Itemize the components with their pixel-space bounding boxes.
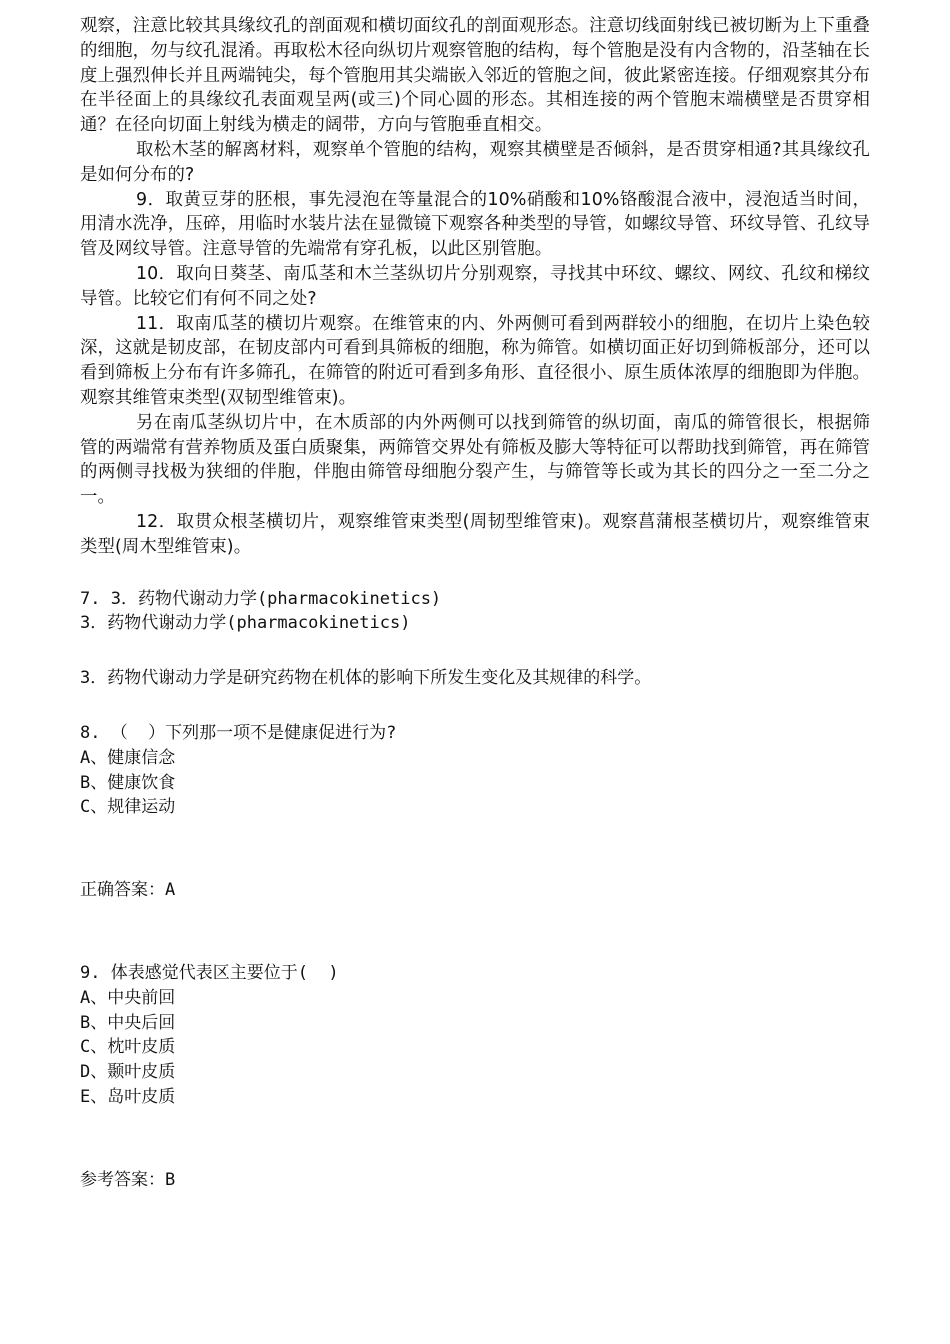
question-9-option-b: B、中央后回 <box>80 1012 176 1033</box>
question-9-option-d: D、颞叶皮质 <box>80 1062 176 1083</box>
question-8-option-a: A、健康信念 <box>80 747 176 768</box>
question-9-option-e: E、岛叶皮质 <box>80 1086 176 1107</box>
question-8-text: 8. （ ）下列那一项不是健康促进行为? <box>80 722 397 743</box>
paragraph-step-9: 9．取黄豆芽的胚根，事先浸泡在等量混合的10%硝酸和10%铬酸混合液中，浸泡适当时间，用清水洗净，压碎，用临时水装片法在显微镜下观察各种类型的导管，如螺纹导管、环纹导管、孔纹导管及网纹导管。注意导管的先端常有穿孔板，以此区别管胞。 <box>80 189 870 260</box>
question-9-answer: 参考答案：B <box>80 1169 176 1190</box>
question-8-answer: 正确答案：A <box>80 880 176 901</box>
paragraph-pumpkin-longitudinal: 另在南瓜茎纵切片中，在木质部的内外两侧可以找到筛管的纵切面，南瓜的筛管很长，根据筛管的两端常有营养物质及蛋白质聚集，两筛管交界处有筛板及膨大等特征可以帮助找到筛管，再在筛管的两侧寻找极为狭细的伴胞，伴胞由筛管母细胞分裂产生，与筛管等长或为其长的四分之一至二分之一。 <box>80 412 870 508</box>
question-7-title: 7. 3．药物代谢动力学(pharmacokinetics) <box>80 588 442 609</box>
question-9-option-c: C、枕叶皮质 <box>80 1037 176 1058</box>
question-8-option-b: B、健康饮食 <box>80 772 176 793</box>
paragraph-step-11: 11．取南瓜茎的横切片观察。在维管束的内、外两侧可看到两群较小的细胞，在切片上染色较深，这就是韧皮部，在韧皮部内可看到具筛板的细胞，称为筛管。如横切面正好切到筛板部分，还可以看到筛板上分布有许多筛孔，在筛管的附近可看到多角形、直径很小、原生质体浓厚的细胞即为伴胞。观察其维管束类型(双韧型维管束)。 <box>80 313 870 408</box>
paragraph-pine-maceration: 取松木茎的解离材料，观察单个管胞的结构，观察其横壁是否倾斜，是否贯穿相通?其具缘纹孔是如何分布的? <box>80 139 870 185</box>
question-9-text: 9. 体表感觉代表区主要位于( ) <box>80 962 339 983</box>
question-7-subtitle: 3．药物代谢动力学(pharmacokinetics) <box>80 613 411 634</box>
paragraph-step-10: 10．取向日葵茎、南瓜茎和木兰茎纵切片分别观察，寻找其中环纹、螺纹、网纹、孔纹和梯纹导管。比较它们有何不同之处? <box>80 263 870 309</box>
question-9-option-a: A、中央前回 <box>80 987 176 1008</box>
paragraph-step-12: 12．取贯众根茎横切片，观察维管束类型(周韧型维管束)。观察菖蒲根茎横切片，观察维管束类型(周木型维管束)。 <box>80 511 870 557</box>
question-7-answer: 3．药物代谢动力学是研究药物在机体的影响下所发生变化及其规律的科学。 <box>80 668 652 689</box>
document-page <box>80 14 870 1192</box>
paragraph-observation: 观察，注意比较其具缘纹孔的剖面观和横切面纹孔的剖面观形态。注意切线面射线已被切断为上下重叠的细胞，勿与纹孔混淆。再取松木径向纵切片观察管胞的结构，每个管胞是没有内含物的，沿茎轴在长度上强烈伸长并且两端钝尖，每个管胞用其尖端嵌入邻近的管胞之间，彼此紧密连接。仔细观察其分布在半径面上的具缘纹孔表面观呈两(或三)个同心圆的形态。其相连接的两个管胞末端横壁是否贯穿相通？在径向切面上射线为横走的阔带，方向与管胞垂直相交。 <box>80 16 870 136</box>
question-8-option-c: C、规律运动 <box>80 797 176 818</box>
